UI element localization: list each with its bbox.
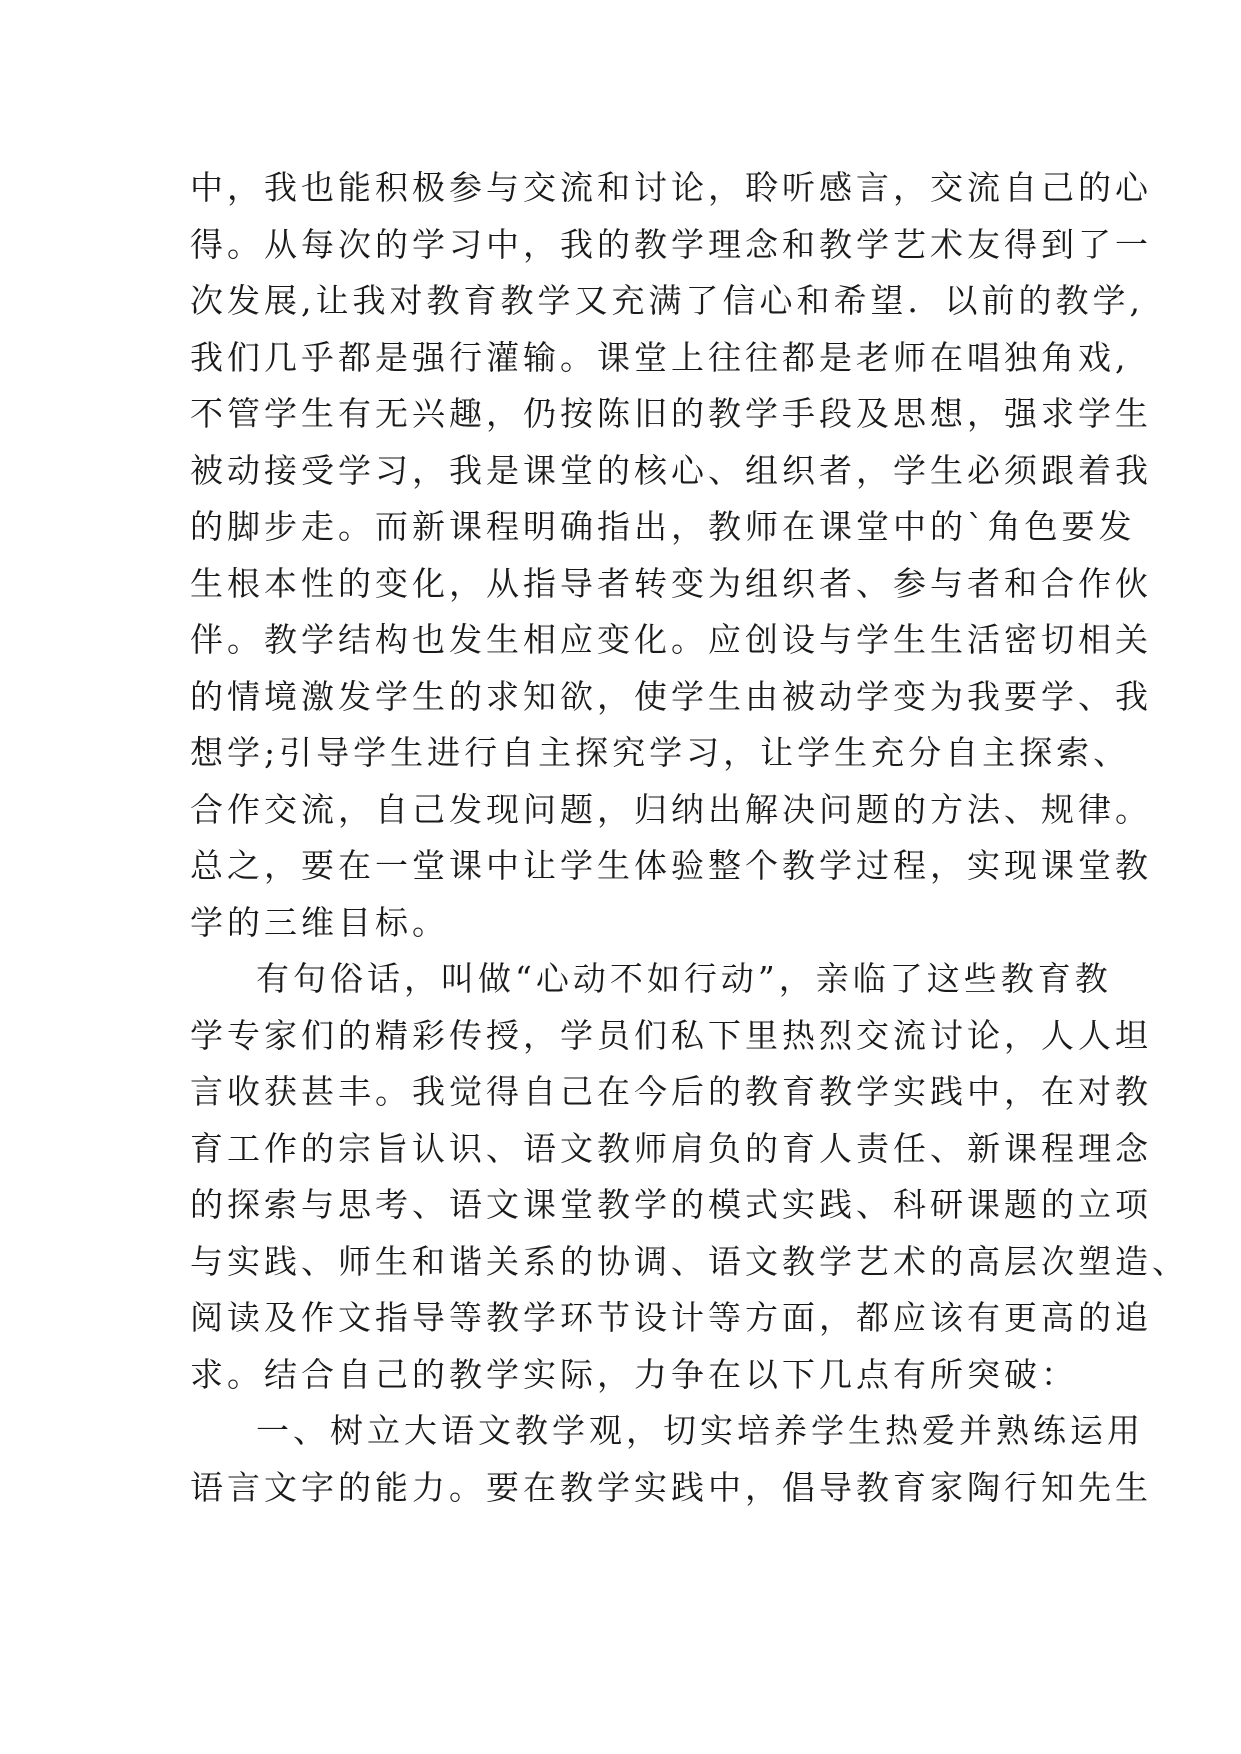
text-line: 伴。教学结构也发生相应变化。应创设与学生生活密切相关 [190, 620, 1152, 659]
text-line: 我们几乎都是强行灌输。课堂上往往都是老师在唱独角戏, [190, 337, 1130, 377]
text-line: 的探索与思考、语文课堂教学的模式实践、科研课题的立项 [190, 1185, 1152, 1224]
text-line: 次发展,让我对教育教学又充满了信心和希望．以前的教学, [190, 281, 1144, 320]
text-line: 阅读及作文指导等教学环节设计等方面，都应该有更高的追 [190, 1298, 1152, 1337]
text-line: 想学;引导学生进行自主探究学习，让学生充分自主探索、 [190, 733, 1131, 772]
text-line: 中，我也能积极参与交流和讨论，聆听感言，交流自己的心 [190, 168, 1152, 207]
text-line: 与实践、师生和谐关系的协调、语文教学艺术的高层次塑造、 [190, 1241, 1189, 1281]
text-line: 得。从每次的学习中，我的教学理念和教学艺术友得到了一 [190, 224, 1152, 264]
text-line: 语言文字的能力。要在教学实践中，倡导教育家陶行知先生 [190, 1467, 1152, 1507]
body-text [190, 160, 1189, 1516]
text-line: 合作交流，自己发现问题，归纳出解决问题的方法、规律。 [190, 789, 1152, 829]
text-line: 生根本性的变化，从指导者转变为组织者、参与者和合作伙 [190, 563, 1152, 603]
paragraph-start-line: 有句俗话，叫做“心动不如行动”，亲临了这些教育教 [256, 959, 1112, 998]
paragraph-start-line: 一、树立大语文教学观，切实培养学生热爱并熟练运用 [256, 1411, 1144, 1450]
text-line: 言收获甚丰。我觉得自己在今后的教育教学实践中，在对教 [190, 1072, 1152, 1111]
text-line: 学专家们的精彩传授，学员们私下里热烈交流讨论，人人坦 [190, 1015, 1152, 1055]
text-line: 的脚步走。而新课程明确指出，教师在课堂中的`角色要发 [190, 507, 1136, 546]
text-line: 求。结合自己的教学实际，力争在以下几点有所突破： [190, 1354, 1078, 1394]
text-line: 的情境激发学生的求知欲，使学生由被动学变为我要学、我 [190, 676, 1152, 716]
text-line: 被动接受学习，我是课堂的核心、组织者，学生必须跟着我 [190, 450, 1152, 490]
text-line: 学的三维目标。 [190, 902, 449, 942]
text-line: 总之，要在一堂课中让学生体验整个教学过程，实现课堂教 [190, 846, 1152, 885]
text-line: 不管学生有无兴趣，仍按陈旧的教学手段及思想，强求学生 [190, 394, 1152, 433]
text-line: 育工作的宗旨认识、语文教师肩负的育人责任、新课程理念 [190, 1128, 1152, 1168]
